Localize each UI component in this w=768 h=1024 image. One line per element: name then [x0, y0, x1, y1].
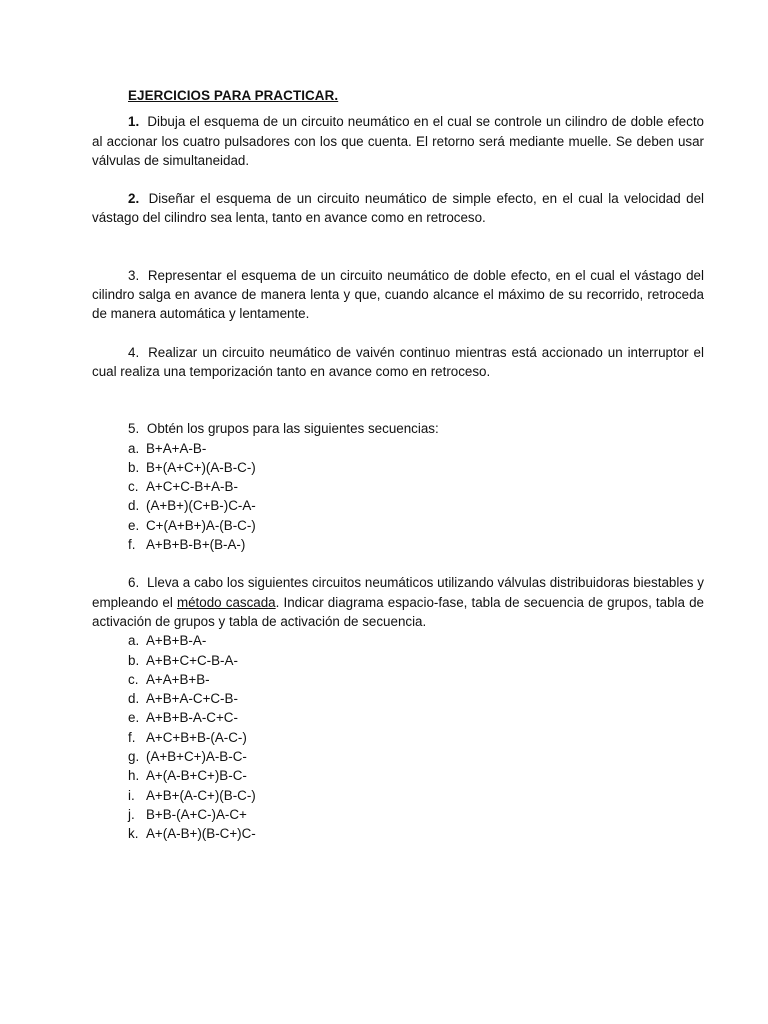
list-item: [128, 535, 704, 554]
item-sequence: A+B+C+C-B-A-: [146, 652, 238, 668]
item-sequence: B+A+A-B-: [146, 440, 207, 456]
item-letter: b.: [128, 652, 140, 668]
exercise-number: 1.: [128, 114, 140, 130]
list-item: [128, 631, 704, 650]
exercise-text: Dibuja el esquema de un circuito neumático en el cual se controle un cilindro de doble efecto al accionar los cuatro pulsadores con los que cuenta. El retorno será mediante muelle. Se deben usar válvulas de simultaneidad.: [92, 114, 704, 168]
exercise-5: [92, 419, 704, 438]
list-item: [128, 439, 704, 458]
item-letter: k.: [128, 826, 139, 842]
exercise-number: 2.: [128, 191, 140, 207]
list-item: [128, 651, 704, 670]
item-sequence: A+B+A-C+C-B-: [146, 691, 238, 707]
list-item: [128, 824, 704, 843]
exercise-text: Realizar un circuito neumático de vaivén continuo mientras está accionado un interruptor el cual realiza una temporización tanto en avance como en retroceso.: [92, 344, 704, 379]
exercise-6: [92, 573, 704, 631]
exercise-text-after: . Indicar diagrama espacio-fase, tabla de secuencia de grupos, tabla de activación de grupos y tabla de activación de secuencia.: [92, 594, 704, 629]
sequence-list-6: [92, 631, 704, 843]
item-letter: i.: [128, 787, 135, 803]
item-sequence: A+A+B+B-: [146, 671, 210, 687]
item-letter: e.: [128, 710, 140, 726]
item-sequence: A+(A-B+C+)B-C-: [146, 768, 247, 784]
exercise-number: 6.: [128, 575, 140, 591]
item-letter: f.: [128, 537, 136, 553]
document-page: [92, 86, 704, 844]
item-letter: f.: [128, 729, 136, 745]
item-sequence: A+B+(A-C+)(B-C-): [146, 787, 256, 803]
exercise-text: Representar el esquema de un circuito neumático de doble efecto, en el cual el vástago del cilindro salga en avance de manera lenta y que, cuando alcance el máximo de su recorrido, retroceda de manera automática y lentamente.: [92, 267, 704, 322]
list-item: [128, 786, 704, 805]
item-sequence: A+(A-B+)(B-C+)C-: [146, 826, 256, 842]
list-item: [128, 747, 704, 766]
list-item: [128, 766, 704, 785]
document-title: EJERCICIOS PARA PRACTICAR.: [128, 88, 339, 103]
item-letter: g.: [128, 749, 140, 765]
item-sequence: C+(A+B+)A-(B-C-): [146, 517, 256, 533]
item-sequence: A+B+B-B+(B-A-): [146, 537, 246, 553]
exercise-4: [92, 343, 704, 382]
list-item: [128, 516, 704, 535]
exercise-number: 5.: [128, 421, 140, 437]
item-sequence: A+C+B+B-(A-C-): [146, 729, 247, 745]
item-letter: c.: [128, 671, 139, 687]
exercise-1: [92, 112, 704, 170]
item-sequence: A+C+C-B+A-B-: [146, 479, 238, 495]
list-item: [128, 477, 704, 496]
exercise-2: [92, 189, 704, 228]
item-letter: b.: [128, 459, 140, 475]
list-item: [128, 708, 704, 727]
list-item: [128, 458, 704, 477]
sequence-list-5: [92, 439, 704, 555]
exercise-number: 3.: [128, 267, 140, 283]
item-letter: e.: [128, 517, 140, 533]
exercise-text: Obtén los grupos para las siguientes secuencias:: [146, 421, 439, 437]
exercise-3: [92, 266, 704, 324]
item-sequence: (A+B+C+)A-B-C-: [146, 749, 247, 765]
exercise-number: 4.: [128, 344, 140, 360]
item-letter: a.: [128, 633, 140, 649]
item-letter: d.: [128, 498, 140, 514]
item-sequence: B+(A+C+)(A-B-C-): [146, 459, 256, 475]
item-sequence: A+B+B-A-: [146, 633, 207, 649]
item-letter: j.: [128, 806, 135, 822]
item-letter: c.: [128, 479, 139, 495]
item-sequence: (A+B+)(C+B-)C-A-: [146, 498, 256, 514]
list-item: [128, 689, 704, 708]
item-letter: d.: [128, 691, 140, 707]
list-item: [128, 670, 704, 689]
list-item: [128, 496, 704, 515]
item-letter: h.: [128, 768, 140, 784]
exercise-text-before: Lleva a cabo los siguientes circuitos neumáticos utilizando válvulas distribuidoras biestables y empleando el: [92, 575, 704, 610]
item-sequence: A+B+B-A-C+C-: [146, 710, 238, 726]
item-letter: a.: [128, 440, 140, 456]
exercise-text: Diseñar el esquema de un circuito neumático de simple efecto, en el cual la velocidad del vástago del cilindro sea lenta, tanto en avance como en retroceso.: [92, 191, 704, 226]
item-sequence: B+B-(A+C-)A-C+: [146, 806, 247, 822]
list-item: [128, 805, 704, 824]
list-item: [128, 728, 704, 747]
metodo-cascada-link: método cascada: [176, 594, 276, 610]
